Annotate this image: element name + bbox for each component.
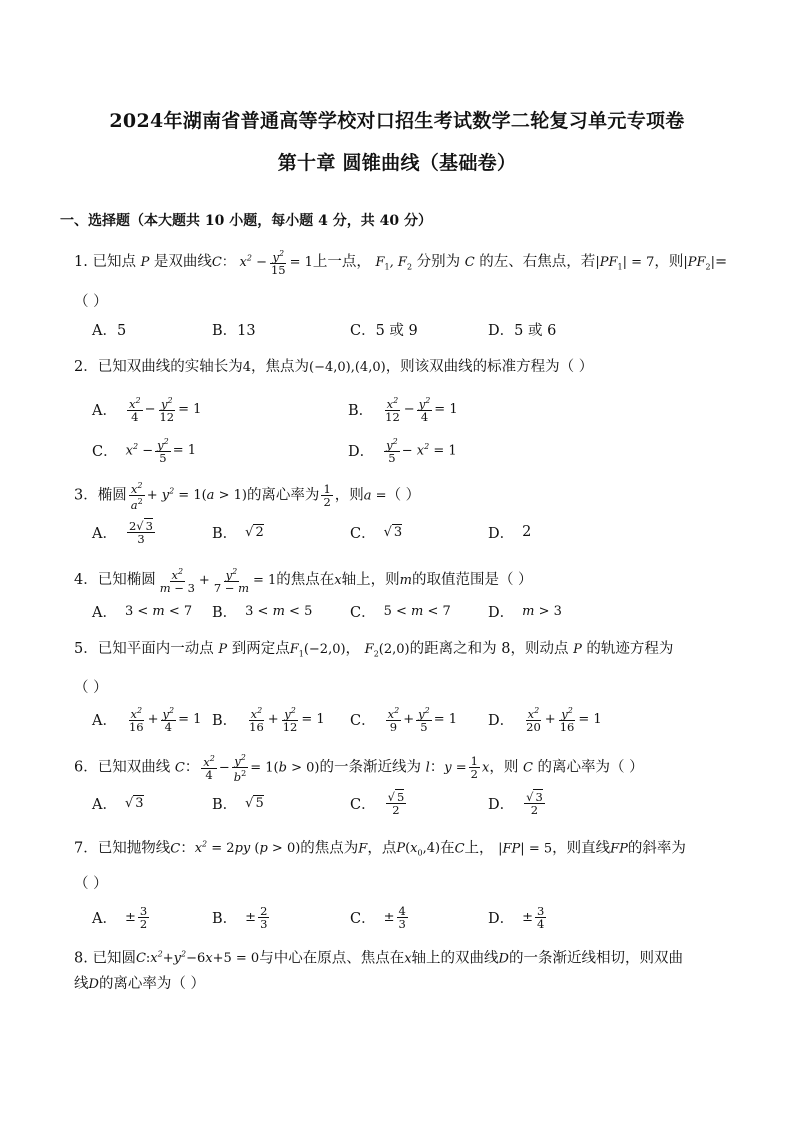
q2-options-row2: [92, 436, 772, 466]
option-a: A． √ 3: [92, 795, 144, 813]
option-b: B．13: [212, 322, 256, 339]
question-8: 8. 已知圆$C:x^2+y^2-6x+5 = 0$与中心在原点、焦点在x轴上的双曲线D的一条渐近线相切，则双曲: [74, 950, 683, 967]
option-b: B． $\frac{x^2}{12}$ − $\frac{y^2}{4}$ = 1: [348, 396, 458, 424]
option-c: C． $\frac{x^2}{9}$ + $\frac{y^2}{5}$ = 1: [350, 706, 457, 734]
q5-options: [92, 705, 772, 735]
option-a: A．5: [92, 322, 127, 339]
question-6: 6．已知双曲线 C： $\frac{x^2}{4}$ − $\frac{y^2}{b^2}$ = 1(b > 0)的一条渐近线为 l：y = $\frac{1}{2}$ x，则 C 的离心率为（ ）: [74, 753, 644, 784]
option-b: B． √ 2: [212, 524, 264, 542]
option-a: A． $\frac{2√ 3}{3}$: [92, 518, 153, 546]
q3-options: [92, 518, 772, 548]
q7-options: [92, 903, 772, 933]
section-heading: 一、选择题（本大题共 10 小题，每小题 4 分，共 40 分）: [60, 213, 432, 229]
option-b: B． $\frac{x^2}{16}$ + $\frac{y^2}{12}$ = 1: [212, 706, 325, 734]
option-a: A． ± $\frac{3}{2}$: [92, 903, 148, 931]
option-c: C．5 或 9: [350, 322, 418, 339]
option-d: D． m > 3: [488, 603, 562, 621]
option-b: B． ± $\frac{2}{3}$: [212, 903, 268, 931]
chapter-title: 第十章 圆锥曲线（基础卷）: [277, 152, 517, 174]
option-d: D． ± $\frac{3}{4}$: [488, 903, 545, 931]
question-4: 4．已知椭圆 $\frac{x^2}{m - 3}$ + $\frac{y^2}{7 - m}$ = 1的焦点在x轴上，则m的取值范围是（ ）: [74, 567, 533, 595]
document-title: 2024年湖南省普通高等学校对口招生考试数学二轮复习单元专项卷: [109, 110, 685, 132]
question-3: 3．椭圆 $\frac{x^2}{a^2}$ + $y^2 = 1(a > 1)$的离心率为 $\frac{1}{2}$ ，则a =（ ）: [74, 481, 421, 512]
q2-options-row1: [92, 395, 772, 425]
q6-options: [92, 789, 772, 819]
option-c: C． 5 < m < 7: [350, 603, 451, 621]
question-8-line2: 线D的离心率为（ ）: [74, 976, 206, 992]
option-d: D． $\frac{√ 3}{2}$: [488, 789, 543, 817]
option-a: A． $\frac{x^2}{4}$ − $\frac{y^2}{12}$ = 1: [92, 396, 202, 424]
option-c: C． $x^2$ − $\frac{y^2}{5}$ = 1: [92, 437, 196, 465]
question-1: 1. 已知点 P 是双曲线C： $x^2$ − $\frac{y^2}{15}$ = 1上一点， $F_1$, $F_2$ 分别为 C 的左、右焦点，若$|PF_1| = 7$，则$|PF_2|=$: [74, 249, 728, 277]
question-7: 7．已知抛物线C：$x^2 = 2py$ (p > 0)的焦点为F，点$P(x_0,4)$在C上， |FP| = 5，则直线FP的斜率为: [74, 840, 686, 858]
option-d: D．5 或 6: [488, 322, 557, 339]
option-d: D． $\frac{y^2}{5}$ − $x^2 = 1$: [348, 437, 457, 465]
option-c: C． √ 3: [350, 524, 403, 542]
option-c: C． $\frac{√ 5}{2}$: [350, 789, 405, 817]
option-a: A． 3 < m < 7: [92, 603, 193, 621]
option-a: A． $\frac{x^2}{16}$ + $\frac{y^2}{4}$ = 1: [92, 706, 202, 734]
answer-paren: （ ）: [74, 680, 108, 696]
option-d: D． $\frac{x^2}{20}$ + $\frac{y^2}{16}$ = 1: [488, 706, 602, 734]
option-d: D． 2: [488, 524, 532, 542]
answer-paren: （ ）: [74, 876, 108, 892]
option-b: B． √ 5: [212, 795, 264, 813]
q1-options: [92, 315, 772, 345]
option-b: B． 3 < m < 5: [212, 603, 313, 621]
question-2: 2．已知双曲线的实轴长为4，焦点为(−4,0),(4,0)，则该双曲线的标准方程为（ ）: [74, 359, 594, 375]
option-c: C． ± $\frac{4}{3}$: [350, 903, 406, 931]
q4-options: [92, 597, 772, 627]
answer-paren: （ ）: [74, 294, 108, 310]
question-5: 5．已知平面内一动点 P 到两定点$F_1(-2,0)$， $F_2(2,0)$的距离之和为 8，则动点 P 的轨迹方程为: [74, 641, 674, 659]
